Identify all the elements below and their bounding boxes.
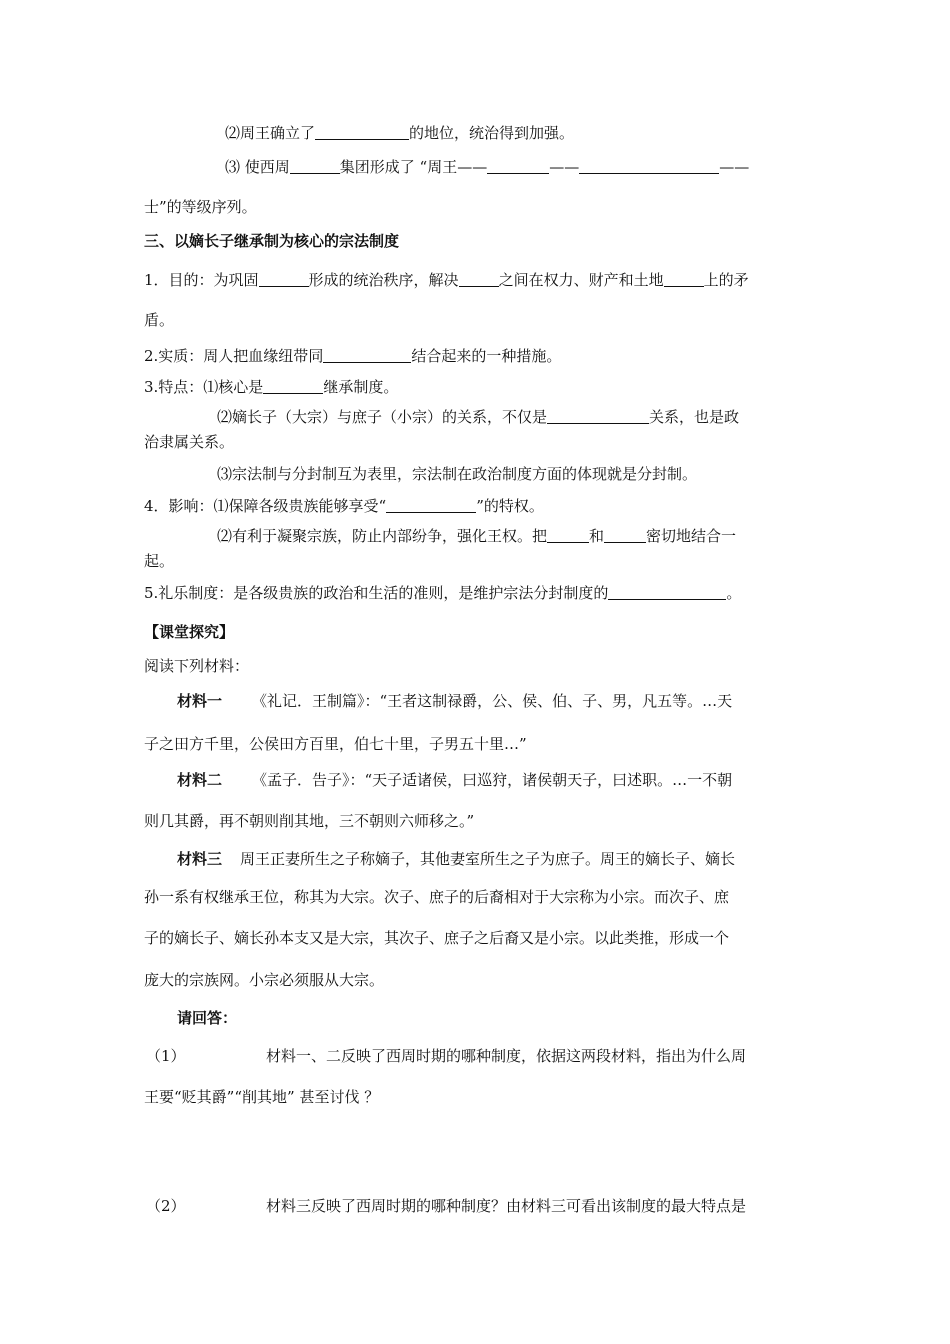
material-line — [177, 691, 732, 711]
text-segment: ”的特权。 — [476, 497, 544, 515]
text-segment: 和 — [589, 527, 605, 545]
material-text: 《礼记．王制篇》：“王者这制禄爵，公、侯、伯、子、男，凡五等。…天 — [252, 692, 733, 710]
text-line: 阅读下列材料： — [144, 657, 250, 675]
text-segment: ⑵嫡长子（大宗）与庶子（小宗）的关系，不仅是 — [217, 408, 548, 426]
fill-blank[interactable] — [547, 408, 649, 424]
text-segment: 集团形成了 “周王—— — [339, 158, 488, 176]
fill-blank[interactable] — [290, 158, 340, 174]
question-line — [146, 1196, 186, 1216]
text-line: 士”的等级序列。 — [144, 198, 257, 216]
material-line: 则几其爵，再不朝则削其地，三不朝则六师移之。” — [144, 812, 475, 830]
text-segment: 结合起来的一种措施。 — [411, 347, 562, 365]
text-segment: ⑵有利于凝聚宗族，防止内部纷争，强化王权。把 — [217, 527, 548, 545]
text-segment: —— — [549, 158, 580, 176]
section-heading: 【课堂探究】 — [144, 623, 235, 641]
text-segment: —— — [719, 158, 750, 176]
material-line: 孙一系有权继承王位，称其为大宗。次子、庶子的后裔相对于大宗称为小宗。而次子、庶 — [144, 888, 730, 906]
fill-blank[interactable] — [263, 378, 323, 394]
text-line — [144, 346, 561, 366]
text-line — [217, 407, 739, 427]
text-segment: 继承制度。 — [323, 378, 399, 396]
text-line — [217, 526, 736, 546]
material-label: 材料一 — [177, 692, 223, 710]
text-segment: 的地位，统治得到加强。 — [409, 124, 575, 142]
text-line — [225, 157, 749, 177]
material-line — [177, 770, 732, 790]
question-text: 材料一、二反映了西周时期的哪种制度，依据这两段材料，指出为什么周 — [266, 1047, 747, 1065]
material-label: 材料三 — [177, 850, 223, 868]
fill-blank[interactable] — [579, 158, 719, 174]
text-line — [144, 270, 749, 290]
text-line: 起。 — [144, 552, 175, 570]
text-line — [144, 496, 544, 516]
text-segment: 关系，也是政 — [649, 408, 740, 426]
text-segment: 形成的统治秩序，解决 — [308, 271, 459, 289]
question-number: （1） — [146, 1047, 186, 1065]
section-heading: 三、以嫡长子继承制为核心的宗法制度 — [144, 232, 400, 250]
text-segment: 之间在权力、财产和土地 — [498, 271, 664, 289]
text-line: 治隶属关系。 — [144, 433, 235, 451]
text-segment: ⑶ 使西周 — [225, 158, 290, 176]
text-segment: 3.特点：⑴核心是 — [144, 378, 264, 396]
answer-prompt: 请回答： — [177, 1009, 238, 1027]
question-text: 材料三反映了西周时期的哪种制度？由材料三可看出该制度的最大特点是 — [266, 1197, 747, 1215]
material-label: 材料二 — [177, 771, 223, 789]
fill-blank[interactable] — [487, 158, 549, 174]
material-text: 周王正妻所生之子称嫡子，其他妻室所生之子为庶子。周王的嫡长子、嫡长 — [240, 850, 736, 868]
fill-blank[interactable] — [459, 271, 499, 287]
text-segment: 5.礼乐制度：是各级贵族的政治和生活的准则，是维护宗法分封制度的 — [144, 584, 609, 602]
material-text: 《孟子．告子》：“天子适诸侯，曰巡狩，诸侯朝天子，曰述职。…一不朝 — [252, 771, 733, 789]
fill-blank[interactable] — [547, 527, 589, 543]
question-line — [146, 1046, 186, 1066]
fill-blank[interactable] — [664, 271, 704, 287]
material-line — [177, 849, 735, 869]
question-number: （2） — [146, 1197, 186, 1215]
text-segment: 2.实质：周人把血缘纽带同 — [144, 347, 324, 365]
text-line — [144, 583, 741, 603]
text-segment: 4．影响：⑴保障各级贵族能够享受“ — [144, 497, 387, 515]
text-segment: 1．目的：为巩固 — [144, 271, 259, 289]
text-segment: 。 — [726, 584, 742, 602]
fill-blank[interactable] — [386, 497, 476, 513]
question-text: 王要“贬其爵”“削其地” 甚至讨伐 ？ — [144, 1088, 380, 1106]
fill-blank[interactable] — [259, 271, 309, 287]
text-line — [225, 123, 574, 143]
text-line — [144, 377, 398, 397]
text-segment: 上的矛 — [703, 271, 749, 289]
text-segment: 密切地结合一 — [646, 527, 737, 545]
material-line: 庞大的宗族网。小宗必须服从大宗。 — [144, 971, 385, 989]
fill-blank[interactable] — [323, 347, 411, 363]
fill-blank[interactable] — [315, 124, 409, 140]
material-line: 子之田方千里，公侯田方百里，伯七十里，子男五十里…” — [144, 735, 527, 753]
text-segment: ⑵周王确立了 — [225, 124, 316, 142]
fill-blank[interactable] — [608, 584, 726, 600]
text-line: ⑶宗法制与分封制互为表里，宗法制在政治制度方面的体现就是分封制。 — [217, 465, 698, 483]
text-line: 盾。 — [144, 311, 175, 329]
material-line: 子的嫡长子、嫡长孙本支又是大宗，其次子、庶子之后裔又是小宗。以此类推，形成一个 — [144, 929, 730, 947]
fill-blank[interactable] — [604, 527, 646, 543]
